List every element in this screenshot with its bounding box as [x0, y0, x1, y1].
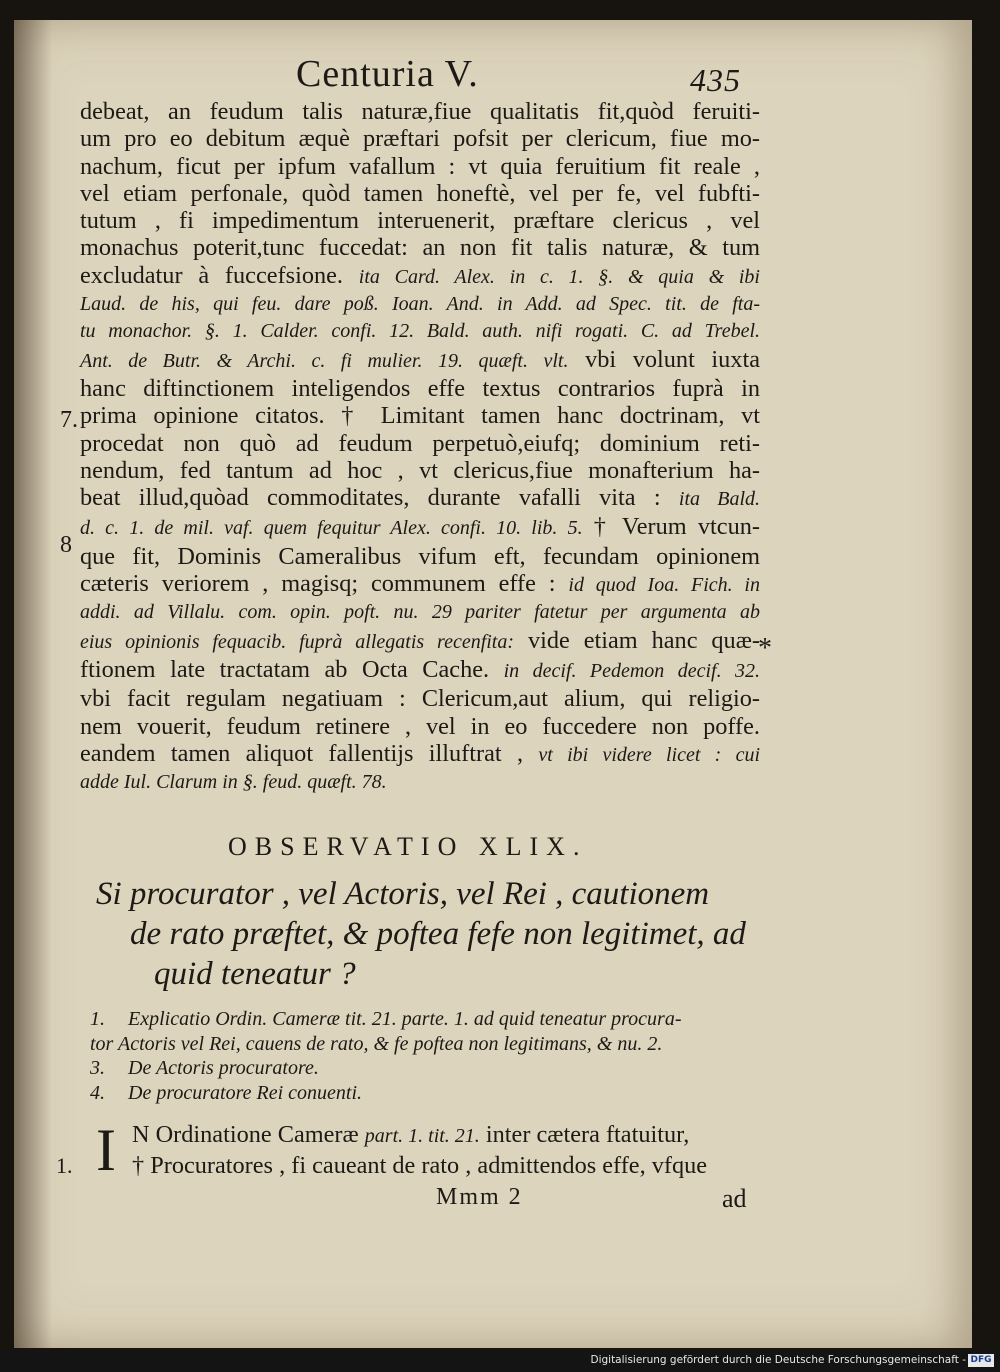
citation-line: Laud. de his, qui feu. dare poß. Ioan. And. in Add. ad Spec. tit. de fta-	[80, 293, 760, 316]
citation: vt ibi videre licet : cui	[538, 743, 760, 766]
citation: Ant. de Butr. & Archi. c. fi mulier. 19. quæft. vlt.	[80, 349, 569, 372]
body-line: nendum, fed tantum ad hoc , vt clericus,fiue monafterium ha-	[80, 456, 760, 484]
body-segment: vide etiam hanc quæ-	[527, 626, 761, 654]
drop-cap: I	[96, 1117, 116, 1183]
citation: id quod Ioa. Fich. in	[568, 574, 760, 597]
summary-item	[90, 1081, 770, 1106]
body-line-mixed	[80, 570, 760, 599]
body-line: tutum , fi impedimentum interuenerit, præftare clericus , vel	[80, 207, 760, 235]
summary-number: 4.	[90, 1081, 105, 1104]
body-line: um pro eo debitum æquè præftari pofsit per clericum, fiue mo-	[80, 125, 760, 153]
body-segment: excludatur à fuccefsione.	[80, 261, 343, 289]
binding-shadow	[14, 20, 52, 1348]
margin-asterisk: *	[758, 633, 772, 664]
citation: part. 1. tit. 21.	[364, 1125, 480, 1147]
body-line: monachus poterit,tunc fuccedat: an non fit talis naturæ, & tum	[80, 234, 760, 262]
summary-item	[90, 1007, 770, 1032]
body-line: debeat, an feudum talis naturæ,fiue qualitatis fit,quòd feruiti-	[80, 98, 760, 125]
body-line-mixed	[80, 740, 760, 769]
section-title-line: Si procurator , vel Actoris, vel Rei , cautionem	[96, 876, 710, 912]
body-segment: beat illud,quòad commoditates, durante vafalli vita :	[80, 484, 661, 512]
summary-list	[90, 1007, 770, 1105]
summary-item	[90, 1032, 770, 1057]
running-title: Centuria V.	[296, 53, 479, 95]
summary-text: De Actoris procuratore.	[128, 1057, 319, 1079]
citation-line: tu monachor. §. 1. Calder. confi. 12. Bald. auth. nifi rogati. C. ad Trebel.	[80, 320, 760, 343]
summary-number: 3.	[90, 1057, 105, 1079]
body-text	[80, 98, 760, 796]
page-number: 435	[690, 62, 741, 98]
summary-text: De procuratore Rei conuenti.	[128, 1081, 363, 1104]
body-line-mixed	[96, 1120, 756, 1151]
body-line: que fit, Dominis Cameralibus vifum eft, fecundam opinionem	[80, 542, 760, 570]
section-title-line: quid teneatur ?	[154, 956, 356, 992]
summary-number: 1.	[90, 1008, 105, 1030]
body-line: hanc diftinctionem inteligendos effe textus contrarios fuprà in	[80, 374, 760, 402]
body-line-mixed	[80, 656, 760, 685]
citation: ita Bald.	[678, 488, 760, 511]
body-segment: vbi volunt iuxta	[585, 345, 761, 373]
dfg-logo: DFG	[968, 1354, 994, 1367]
body-segment: ftionem late tractatam ab Octa Cache.	[80, 655, 490, 683]
body-segment: inter cætera ftatuitur,	[485, 1121, 690, 1148]
margin-note-number: 1.	[56, 1153, 73, 1178]
body-line: prima opinione citatos. † Limitant tamen hanc doctrinam, vt	[80, 402, 760, 430]
section-title	[96, 874, 776, 994]
body-segment: cæteris veriorem , magisq; communem effe :	[80, 570, 556, 598]
summary-item	[90, 1056, 770, 1081]
body-line: nachum, ficut per ipfum vafallum : vt quia feruitium fit reale ,	[80, 152, 760, 180]
citation: eius opinionis fequacib. fuprà allegatis recenfita:	[80, 630, 515, 653]
section-title-line: de rato præftet, & poftea fefe non legitimet, ad	[130, 916, 746, 952]
citation: in decif. Pedemon decif. 32.	[503, 659, 760, 682]
catchword: ad	[722, 1184, 747, 1213]
body-line: vbi facit regulam negatiuam : Clericum,aut alium, qui religio-	[80, 685, 760, 713]
footer-bar	[0, 1350, 1000, 1372]
body-line: nem vouerit, feudum retinere , vel in eo fuccedere non poffe.	[80, 712, 760, 740]
citation: d. c. 1. de mil. vaf. quem fequitur Alex. confi. 10. lib. 5.	[80, 517, 583, 540]
opening-paragraph	[96, 1117, 756, 1183]
signature-mark: Mmm 2	[436, 1184, 523, 1210]
body-line-mixed	[80, 262, 760, 291]
body-segment: eandem tamen aliquot fallentijs illuftrat ,	[80, 739, 524, 767]
body-line-mixed	[80, 627, 760, 656]
body-line-mixed	[80, 513, 760, 542]
body-line-mixed	[80, 346, 760, 375]
body-line: vel etiam perfonale, quòd tamen honeftè, vel per fe, vel fubfti-	[80, 179, 760, 207]
body-segment: † Verum vtcun-	[593, 513, 760, 541]
body-segment: N Ordinatione Cameræ	[132, 1121, 359, 1148]
margin-note-number: 8	[60, 532, 72, 558]
citation-line: adde Iul. Clarum in §. feud. quæft. 78.	[80, 771, 387, 794]
body-line: † Procuratores , fi caueant de rato , admittendos effe, vfque	[132, 1152, 708, 1179]
margin-note-number: 7.	[60, 407, 78, 433]
funding-credit: Digitalisierung gefördert durch die Deutsche Forschungsgemeinschaft -	[590, 1354, 966, 1366]
body-line: procedat non quò ad feudum perpetuò,eiufq; dominium reti-	[80, 429, 760, 457]
section-heading: OBSERVATIO XLIX.	[228, 832, 588, 861]
body-line-mixed	[80, 484, 760, 513]
summary-text: tor Actoris vel Rei, cauens de rato, & fe poftea non legitimans, & nu. 2.	[90, 1032, 663, 1055]
citation: ita Card. Alex. in c. 1. §. & quia & ibi	[358, 265, 760, 288]
summary-text: Explicatio Ordin. Cameræ tit. 21. parte. 1. ad quid teneatur procura-	[128, 1008, 682, 1030]
citation-line: addi. ad Villalu. com. opin. poft. nu. 29 pariter fatetur per argumenta ab	[80, 601, 760, 624]
